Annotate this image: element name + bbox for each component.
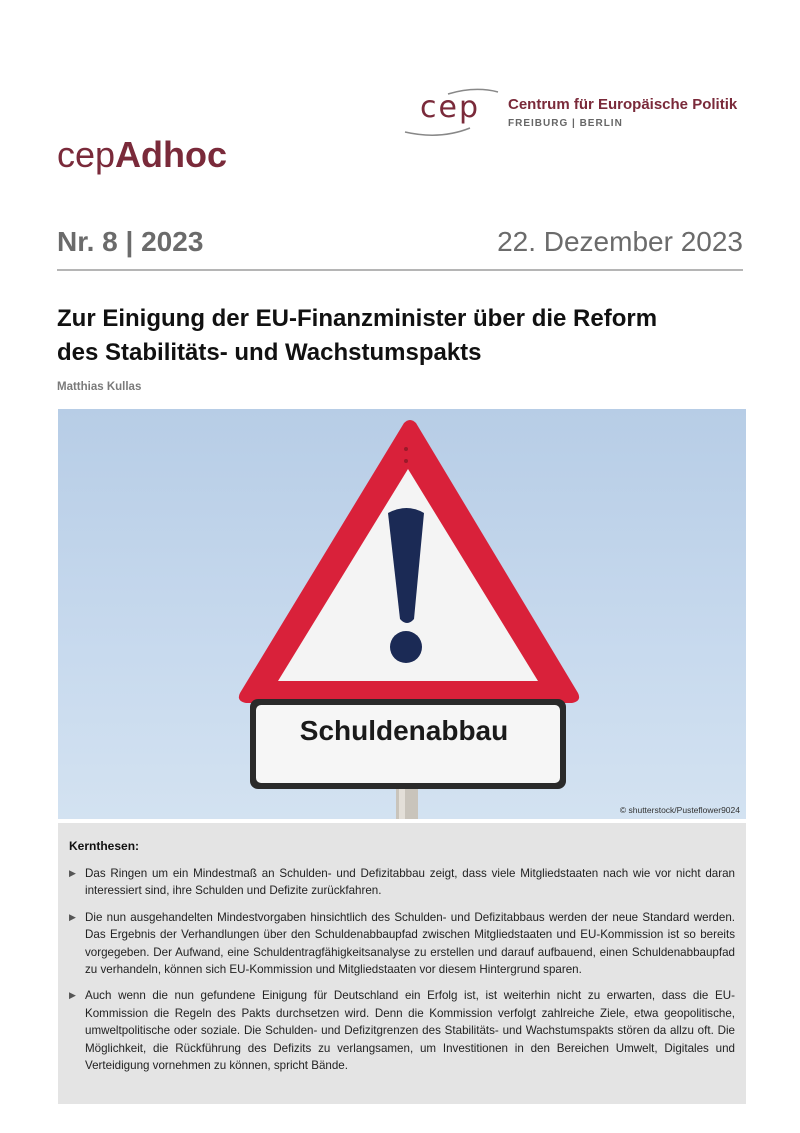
bullet-arrow-icon: ▶ <box>69 990 76 1001</box>
list-item-text: Die nun ausgehandelten Mindestvorgaben hinsichtlich des Schulden- und Defizitabbaus werden der neue Standard werden. Das Ergebnis der Verhandlungen über den Schuldenabbaupfad zwischen Mitgliedstaaten und EU-Kommission ist so bereits vorgegeben. Der Aufwand, eine Schuldentragfähigkeitsanalyse zu erstellen und darauf aufbauend, einen Schuldenabbaupfad zu verhandeln, können sich EU-Kommission und Mitgliedstaaten vor diesem Hintergrund sparen. <box>85 910 735 977</box>
warning-sign-icon <box>58 409 746 819</box>
issue-number: Nr. 8 | 2023 <box>57 226 204 257</box>
bullet-arrow-icon: ▶ <box>69 868 76 878</box>
series-name: Adhoc <box>115 134 228 175</box>
bullet-arrow-icon: ▶ <box>69 911 76 922</box>
author: Matthias Kullas <box>57 381 142 393</box>
list-item-text: Auch wenn die nun gefundene Einigung für Deutschland ein Erfolg ist, ist weiterhin nicht zu erwarten, dass die EU-Kommission die Regeln des Pakts durchsetzen wird. Denn die Kommission verfolgt zahlreiche Ziele, etwa geopolitische, umweltpolitische oder soziale. Die Schulden- und Defizitgrenzen des Stabilitäts- und Wachstumspakts stören da allzu oft. Die Möglichkeit, die Rückführung des Defizits zu verlangsamen, um Investitionen in den Bereichen Umwelt, Digitales und Verteidigung vornehmen zu können, spricht Bände. <box>85 989 735 1073</box>
key-theses-list <box>69 865 735 1083</box>
divider <box>57 269 743 271</box>
series-title <box>57 134 227 176</box>
publication-date: 22. Dezember 2023 <box>497 226 743 257</box>
photo-credit: © shutterstock/Pusteflower9024 <box>619 805 740 815</box>
title-line: des Stabilitäts- und Wachstumspakts <box>57 339 482 366</box>
sign-label: Schuldenabbau <box>299 715 509 746</box>
logo-cities: FREIBURG | BERLIN <box>508 118 623 129</box>
list-item <box>69 909 735 979</box>
logo-wordmark: cep <box>420 90 480 125</box>
key-theses-box <box>58 823 746 1104</box>
key-theses-heading: Kernthesen: <box>69 839 140 853</box>
page-title <box>57 302 747 370</box>
list-item <box>69 987 735 1074</box>
list-item <box>69 865 735 900</box>
cover-photo <box>58 409 746 819</box>
cep-logo <box>400 84 750 144</box>
title-line: Zur Einigung der EU-Finanzminister über die Reform <box>57 305 658 332</box>
series-prefix: cep <box>57 134 116 175</box>
logo-organization-name: Centrum für Europäische Politik <box>508 96 738 113</box>
list-item-text: Das Ringen um ein Mindestmaß an Schulden- und Defizitabbau zeigt, dass viele Mitgliedstaaten nach wie vor nicht daran interessiert sind, ihre Schulden und Defizite zurückfahren. <box>85 867 735 898</box>
